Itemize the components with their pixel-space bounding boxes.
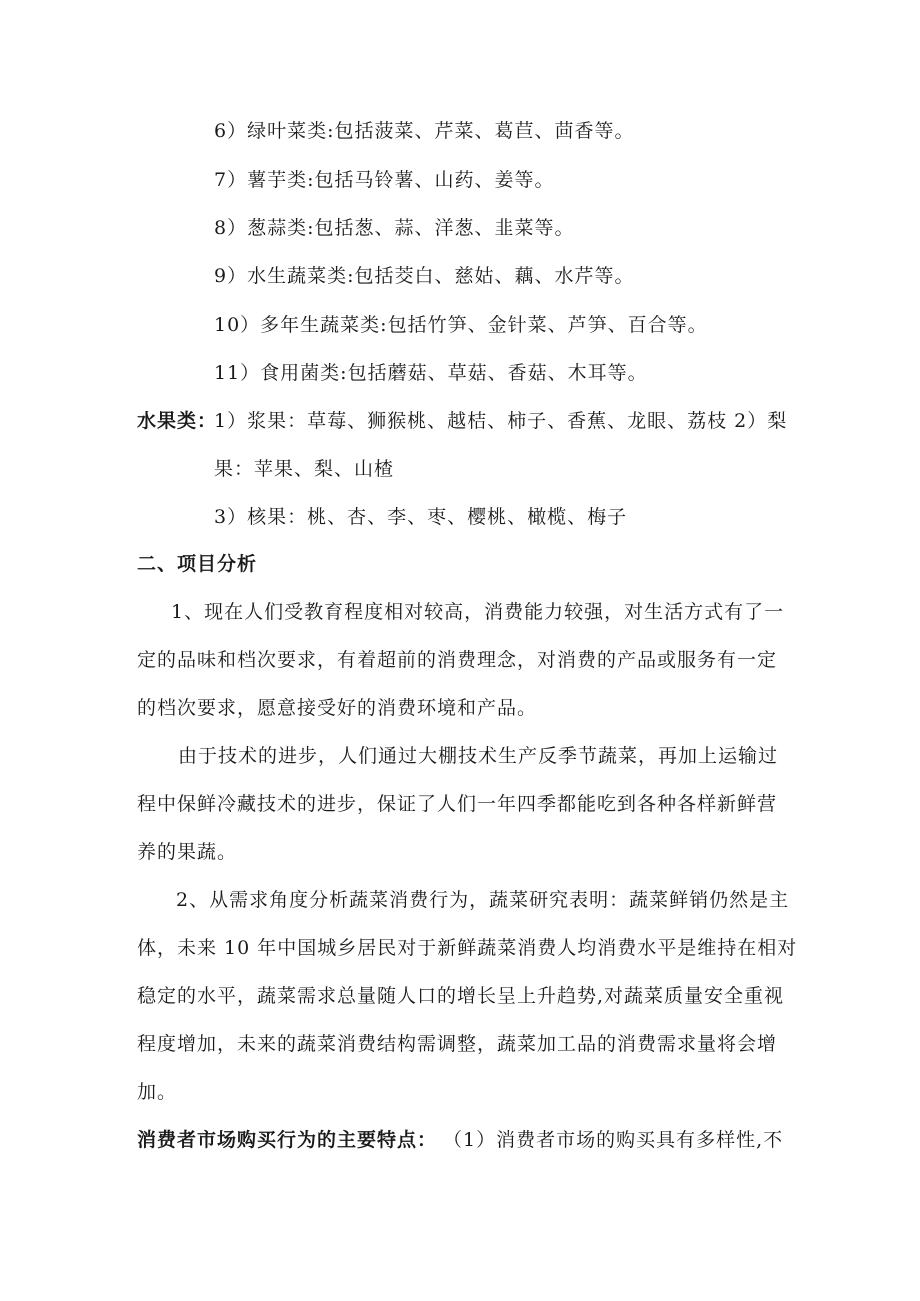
- paragraph-3-line-2: 体，未来 10 年中国城乡居民对于新鲜蔬菜消费人均消费水平是维持在相对: [137, 937, 798, 959]
- paragraph-1-line-1: 1、现在人们受教育程度相对较高，消费能力较强，对生活方式有了一: [171, 601, 785, 623]
- paragraph-2-line-2: 程中保鲜冷藏技术的进步，保证了人们一年四季都能吃到各种各样新鲜营: [137, 793, 778, 815]
- consumer-features-label: 消费者市场购买行为的主要特点：: [137, 1129, 438, 1151]
- fruit-category-label: 水果类：: [137, 410, 218, 432]
- vegetable-item-10: 10）多年生蔬菜类:包括竹笋、金针菜、芦笋、百合等。: [214, 314, 708, 336]
- vegetable-item-9: 9）水生蔬菜类:包括茭白、慈姑、藕、水芹等。: [214, 265, 635, 287]
- vegetable-item-7: 7）薯芋类:包括马铃薯、山药、姜等。: [214, 169, 555, 191]
- fruit-line-berries: 1）浆果：草莓、狮猴桃、越桔、柿子、香蕉、龙眼、荔枝 2）梨: [214, 410, 788, 432]
- vegetable-item-8: 8）葱蒜类:包括葱、蒜、洋葱、韭菜等。: [214, 217, 575, 239]
- paragraph-3-line-3: 稳定的水平，蔬菜需求总量随人口的增长呈上升趋势,对蔬菜质量安全重视: [137, 985, 785, 1007]
- fruit-line-pome: 果：苹果、梨、山楂: [214, 458, 395, 480]
- section-title: 二、项目分析: [137, 553, 258, 575]
- fruit-line-drupe: 3）核果：桃、杏、李、枣、樱桃、橄榄、梅子: [214, 506, 628, 528]
- paragraph-2-line-1: 由于技术的进步，人们通过大棚技术生产反季节蔬菜，再加上运输过: [178, 745, 779, 767]
- vegetable-item-11: 11）食用菌类:包括蘑菇、草菇、香菇、木耳等。: [214, 362, 648, 384]
- paragraph-3-line-5: 加。: [137, 1081, 178, 1103]
- vegetable-item-6: 6）绿叶菜类:包括菠菜、芹菜、葛苣、茴香等。: [214, 120, 635, 142]
- paragraph-1-line-2: 定的品味和档次要求，有着超前的消费理念，对消费的产品或服务有一定: [137, 649, 778, 671]
- paragraph-3-line-4: 程度增加，未来的蔬菜消费结构需调整，蔬菜加工品的消费需求量将会增: [137, 1033, 778, 1055]
- paragraph-1-line-3: 的档次要求，愿意接受好的消费环境和产品。: [137, 697, 538, 719]
- paragraph-2-line-3: 养的果蔬。: [137, 841, 238, 863]
- consumer-features-text: （1）消费者市场的购买具有多样性,不: [443, 1129, 784, 1151]
- paragraph-3-line-1: 2、从需求角度分析蔬菜消费行为，蔬菜研究表明：蔬菜鲜销仍然是主: [176, 889, 790, 911]
